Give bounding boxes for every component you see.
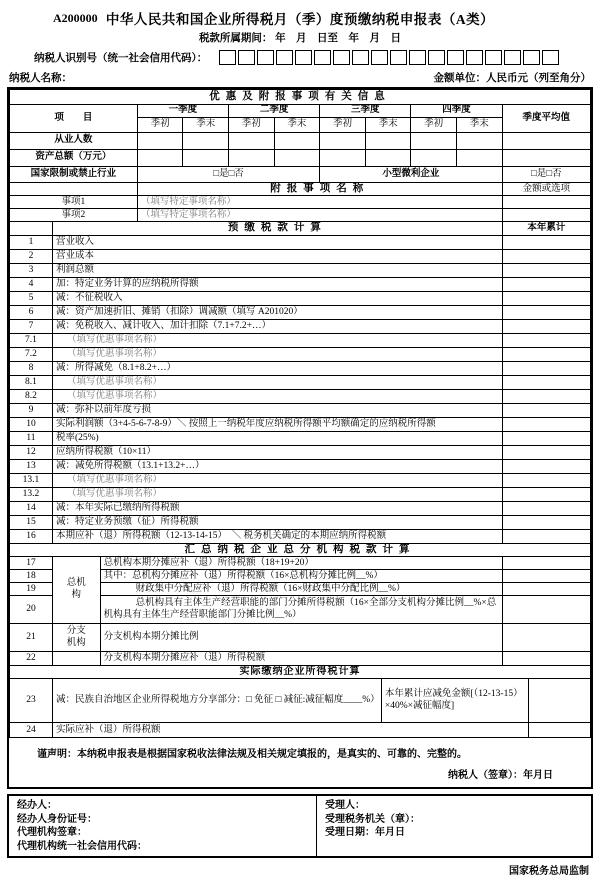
value-cell[interactable] bbox=[502, 501, 590, 515]
taxpayer-id-boxes bbox=[219, 50, 559, 65]
row-number: 15 bbox=[10, 515, 53, 529]
actual-section-title: 实际缴纳企业所得税计算 bbox=[10, 666, 591, 679]
value-cell[interactable] bbox=[502, 596, 590, 624]
value-cell[interactable] bbox=[502, 235, 590, 249]
agent-label[interactable]: 经办人： bbox=[17, 800, 57, 812]
value-cell[interactable] bbox=[502, 570, 590, 583]
row-number: 21 bbox=[10, 624, 53, 652]
value-cell[interactable] bbox=[274, 133, 320, 150]
value-cell[interactable] bbox=[456, 150, 502, 167]
id-box[interactable] bbox=[447, 50, 464, 65]
value-cell[interactable] bbox=[502, 583, 590, 596]
prepay-row bbox=[10, 445, 591, 459]
prepay-row bbox=[10, 375, 591, 389]
value-cell[interactable] bbox=[502, 150, 590, 167]
id-box[interactable] bbox=[504, 50, 521, 65]
value-cell[interactable] bbox=[502, 652, 590, 666]
value-cell[interactable] bbox=[528, 723, 590, 738]
value-cell[interactable] bbox=[137, 133, 183, 150]
info-section-title: 优惠及附报事项有关信息 bbox=[10, 90, 591, 105]
value-cell[interactable] bbox=[502, 473, 590, 487]
value-cell[interactable] bbox=[502, 333, 590, 347]
row-number: 8 bbox=[10, 361, 53, 375]
agency-seal-label[interactable]: 代理机构签章： bbox=[17, 827, 87, 839]
value-cell[interactable] bbox=[502, 319, 590, 333]
prepay-row bbox=[10, 431, 591, 445]
value-cell[interactable] bbox=[411, 133, 457, 150]
row-number: 14 bbox=[10, 501, 53, 515]
tax-period-label: 税款所属期间： bbox=[198, 33, 273, 44]
row-label: 总机构本期分摊应补（退）所得税额（18+19+20） bbox=[100, 557, 502, 570]
row-label: 实际应补（退）所得税额 bbox=[52, 723, 528, 738]
prepay-row bbox=[10, 473, 591, 487]
value-cell[interactable] bbox=[137, 150, 183, 167]
value-cell[interactable] bbox=[320, 133, 366, 150]
id-box[interactable] bbox=[257, 50, 274, 65]
prepay-section-title: 预缴税款计算 bbox=[52, 222, 502, 235]
small-micro-yes-no-checkbox[interactable]: □是□否 bbox=[502, 167, 590, 183]
row-number: 24 bbox=[10, 723, 53, 738]
row-label: 本期应补（退）所得税额（12-13-14-15） ＼ 税务机关确定的本期应纳所得税额 bbox=[52, 529, 502, 543]
id-box[interactable] bbox=[428, 50, 445, 65]
row-number: 20 bbox=[10, 596, 53, 624]
row-number: 7.1 bbox=[10, 333, 53, 347]
value-cell[interactable] bbox=[183, 150, 229, 167]
main-form-table bbox=[7, 87, 593, 789]
accepting-authority-label[interactable]: 受理税务机关（章）： bbox=[325, 813, 420, 825]
value-cell[interactable] bbox=[502, 375, 590, 389]
quarter-average-header: 季度平均值 bbox=[502, 105, 590, 133]
value-cell[interactable] bbox=[502, 249, 590, 263]
prepay-row bbox=[10, 403, 591, 417]
value-cell[interactable] bbox=[365, 133, 411, 150]
issuing-authority: 国家税务总局监制 bbox=[509, 866, 589, 877]
prepay-row bbox=[10, 249, 591, 263]
q3-end-header: 季末 bbox=[365, 118, 411, 133]
ethnic-area-reduction-label[interactable]: 减：民族自治地区企业所得税地方分享部分：□ 免征 □ 减征:减征幅度____%） bbox=[52, 679, 381, 723]
taxpayer-id-row bbox=[7, 49, 593, 66]
agency-credit-code-label[interactable]: 代理机构统一社会信用代码： bbox=[17, 840, 147, 852]
prepay-row bbox=[10, 529, 591, 543]
declaration-block bbox=[9, 738, 591, 787]
row-number: 3 bbox=[10, 263, 53, 277]
value-cell[interactable] bbox=[502, 133, 590, 150]
value-cell[interactable] bbox=[183, 133, 229, 150]
restricted-industry-label: 国家限制或禁止行业 bbox=[10, 167, 138, 183]
row-label: 财政集中分配应补（退）所得税额（16×财政集中分配比例__%） bbox=[100, 583, 502, 596]
declaration-text: 谨声明：本纳税申报表是根据国家税收法律法规及相关规定填报的，是真实的、可靠的、完整的。 bbox=[37, 749, 467, 761]
acceptance-column bbox=[317, 796, 591, 856]
small-micro-label: 小型微利企业 bbox=[320, 167, 502, 183]
quarter-3-header: 三季度 bbox=[320, 105, 411, 118]
ytd-header: 本年累计 bbox=[502, 222, 590, 235]
value-cell[interactable] bbox=[365, 150, 411, 167]
row-label: 营业成本 bbox=[52, 249, 502, 263]
row-label: （填写优惠事项名称） bbox=[52, 375, 502, 389]
row-label: 营业收入 bbox=[52, 235, 502, 249]
id-box[interactable] bbox=[238, 50, 255, 65]
row-number: 10 bbox=[10, 417, 53, 431]
value-cell[interactable] bbox=[502, 291, 590, 305]
row-label: 加：特定业务计算的应纳税所得额 bbox=[52, 277, 502, 291]
row-number: 6 bbox=[10, 305, 53, 319]
q1-start-header: 季初 bbox=[137, 118, 183, 133]
value-cell[interactable] bbox=[502, 529, 590, 543]
ytd-reduction-note: 本年累计应减免金额[（12-13-15）×40%×减征幅度] bbox=[381, 679, 528, 723]
value-cell[interactable] bbox=[502, 209, 590, 222]
row-number: 1 bbox=[10, 235, 53, 249]
consolidated-section-title: 汇总纳税企业总分机构税款计算 bbox=[10, 543, 591, 556]
row-label: （填写优惠事项名称） bbox=[52, 333, 502, 347]
agent-id-label[interactable]: 经办人身份证号： bbox=[17, 813, 97, 825]
q2-end-header: 季末 bbox=[274, 118, 320, 133]
row-number: 18 bbox=[10, 570, 53, 583]
value-cell[interactable] bbox=[456, 133, 502, 150]
branch-group-label: 分支机构 bbox=[52, 624, 100, 652]
acceptor-label[interactable]: 受理人： bbox=[325, 800, 365, 812]
value-cell[interactable] bbox=[528, 679, 590, 723]
row-number: 23 bbox=[10, 679, 53, 723]
agent-column bbox=[9, 796, 317, 856]
value-cell[interactable] bbox=[502, 305, 590, 319]
row-number: 19 bbox=[10, 583, 53, 596]
prepay-row bbox=[10, 347, 591, 361]
row-label: （填写优惠事项名称） bbox=[52, 473, 502, 487]
row-number: 11 bbox=[10, 431, 53, 445]
id-box[interactable] bbox=[314, 50, 331, 65]
value-cell[interactable] bbox=[502, 624, 590, 652]
value-cell[interactable] bbox=[502, 445, 590, 459]
id-box[interactable] bbox=[466, 50, 483, 65]
form-title: 中华人民共和国企业所得税月（季）度预缴纳税申报表（A类） bbox=[105, 12, 495, 27]
row-label: 分支机构本期分摊应补（退）所得税额 bbox=[100, 652, 502, 666]
row-label: 应纳所得税额（10×11） bbox=[52, 445, 502, 459]
value-cell[interactable] bbox=[502, 431, 590, 445]
row-label: 减：弥补以前年度亏损 bbox=[52, 403, 502, 417]
row-number: 22 bbox=[10, 652, 53, 666]
form-header bbox=[7, 8, 593, 27]
id-box[interactable] bbox=[371, 50, 388, 65]
blank-cell bbox=[10, 222, 53, 235]
q4-end-header: 季末 bbox=[456, 118, 502, 133]
id-box[interactable] bbox=[276, 50, 293, 65]
prepay-row bbox=[10, 235, 591, 249]
taxpayer-name-label[interactable]: 纳税人名称： bbox=[9, 73, 72, 84]
form-code: A200000 bbox=[53, 11, 98, 25]
item2-label: 事项2 bbox=[10, 209, 138, 222]
row-label: 减：减免所得税额（13.1+13.2+…） bbox=[52, 459, 502, 473]
row-label: （填写优惠事项名称） bbox=[52, 487, 502, 501]
info-table bbox=[9, 89, 591, 183]
acceptance-date-label[interactable]: 受理日期：年月日 bbox=[325, 827, 405, 839]
value-cell[interactable] bbox=[229, 150, 275, 167]
prepay-row bbox=[10, 417, 591, 431]
id-box[interactable] bbox=[333, 50, 350, 65]
row-number: 7.2 bbox=[10, 347, 53, 361]
row-label: 减：特定业务预缴（征）所得税额 bbox=[52, 515, 502, 529]
id-box[interactable] bbox=[523, 50, 540, 65]
q1-end-header: 季末 bbox=[183, 118, 229, 133]
row-number: 9 bbox=[10, 403, 53, 417]
actual-table bbox=[9, 665, 591, 738]
value-cell[interactable] bbox=[502, 389, 590, 403]
item1-name-placeholder[interactable]: （填写特定事项名称） bbox=[137, 196, 502, 209]
head-office-group-label: 总机构 bbox=[52, 557, 100, 624]
row-label: 其中：总机构分摊应补（退）所得税额（16×总机构分摊比例__%） bbox=[100, 570, 502, 583]
q3-start-header: 季初 bbox=[320, 118, 366, 133]
value-cell[interactable] bbox=[502, 361, 590, 375]
quarter-4-header: 四季度 bbox=[411, 105, 502, 118]
attach-table bbox=[9, 182, 591, 222]
row-label: 分支机构本期分摊比例 bbox=[100, 624, 502, 652]
taxpayer-name-row bbox=[7, 70, 593, 84]
quarter-1-header: 一季度 bbox=[137, 105, 228, 118]
value-cell[interactable] bbox=[411, 150, 457, 167]
row-label: （填写优惠事项名称） bbox=[52, 347, 502, 361]
blank-cell bbox=[10, 183, 138, 196]
quarter-2-header: 二季度 bbox=[229, 105, 320, 118]
row-number: 16 bbox=[10, 529, 53, 543]
row-label: 利润总额 bbox=[52, 263, 502, 277]
row-number: 17 bbox=[10, 557, 53, 570]
prepay-row bbox=[10, 291, 591, 305]
value-cell[interactable] bbox=[502, 196, 590, 209]
blank-group-cell bbox=[52, 652, 100, 666]
item-column-header: 项 目 bbox=[10, 105, 138, 133]
value-cell[interactable] bbox=[502, 277, 590, 291]
q4-start-header: 季初 bbox=[411, 118, 457, 133]
employees-row-label: 从业人数 bbox=[10, 133, 138, 150]
prepay-row bbox=[10, 277, 591, 291]
prepay-row bbox=[10, 459, 591, 473]
taxpayer-signature-line[interactable]: 纳税人（签章）：年月日 bbox=[448, 770, 553, 782]
row-label: 减：不征税收入 bbox=[52, 291, 502, 305]
row-number: 12 bbox=[10, 445, 53, 459]
prepay-row bbox=[10, 333, 591, 347]
q2-start-header: 季初 bbox=[229, 118, 275, 133]
tax-period-value[interactable]: 年 月 日至 年 月 日 bbox=[275, 33, 402, 44]
consolidated-table bbox=[9, 543, 591, 666]
id-box[interactable] bbox=[409, 50, 426, 65]
taxpayer-id-label: 纳税人识别号（统一社会信用代码）： bbox=[34, 53, 208, 64]
id-box[interactable] bbox=[485, 50, 502, 65]
value-cell[interactable] bbox=[502, 403, 590, 417]
row-label: 总机构具有主体生产经营职能的部门分摊所得税额（16×全部分支机构分摊比例__%×总机构具有主体生产经营职能部门分摊比例__%） bbox=[100, 596, 502, 624]
row-number: 13.1 bbox=[10, 473, 53, 487]
value-cell[interactable] bbox=[502, 417, 590, 431]
prepay-row bbox=[10, 487, 591, 501]
row-label: 减：免税收入、减计收入、加计扣除（7.1+7.2+…） bbox=[52, 319, 502, 333]
prepay-row bbox=[10, 389, 591, 403]
handling-section bbox=[7, 794, 593, 858]
id-box[interactable] bbox=[295, 50, 312, 65]
prepay-row bbox=[10, 515, 591, 529]
id-box[interactable] bbox=[219, 50, 236, 65]
id-box[interactable] bbox=[390, 50, 407, 65]
row-number: 7 bbox=[10, 319, 53, 333]
value-cell[interactable] bbox=[502, 515, 590, 529]
row-label: 实际利润额（3+4-5-6-7-8-9）＼ 按照上一纳税年度应纳税所得额平均额确定的应纳税所得额 bbox=[52, 417, 502, 431]
row-number: 8.2 bbox=[10, 389, 53, 403]
row-number: 4 bbox=[10, 277, 53, 291]
value-cell[interactable] bbox=[229, 133, 275, 150]
amount-option-header: 金额或选项 bbox=[502, 183, 590, 196]
row-label: 税率(25%) bbox=[52, 431, 502, 445]
id-box[interactable] bbox=[542, 50, 559, 65]
prepay-row bbox=[10, 501, 591, 515]
tax-period-line bbox=[7, 30, 593, 44]
row-number: 13.2 bbox=[10, 487, 53, 501]
assets-row-label: 资产总额（万元） bbox=[10, 150, 138, 167]
row-number: 8.1 bbox=[10, 375, 53, 389]
value-cell[interactable] bbox=[502, 487, 590, 501]
row-number: 2 bbox=[10, 249, 53, 263]
value-cell[interactable] bbox=[502, 557, 590, 570]
row-label: 减：本年实际已缴纳所得税额 bbox=[52, 501, 502, 515]
prepay-table bbox=[9, 221, 591, 543]
row-label: 减：所得减免（8.1+8.2+…） bbox=[52, 361, 502, 375]
row-number: 13 bbox=[10, 459, 53, 473]
value-cell[interactable] bbox=[320, 150, 366, 167]
row-number: 5 bbox=[10, 291, 53, 305]
unit-note: 金额单位：人民币元（列至角分） bbox=[433, 73, 591, 84]
prepay-row bbox=[10, 263, 591, 277]
value-cell[interactable] bbox=[502, 459, 590, 473]
item2-name-placeholder[interactable]: （填写特定事项名称） bbox=[137, 209, 502, 222]
item1-label: 事项1 bbox=[10, 196, 138, 209]
value-cell[interactable] bbox=[274, 150, 320, 167]
row-label: 减：资产加速折旧、摊销（扣除）调减额（填写 A201020） bbox=[52, 305, 502, 319]
restricted-yes-no-checkbox[interactable]: □是□否 bbox=[137, 167, 319, 183]
row-label: （填写优惠事项名称） bbox=[52, 389, 502, 403]
value-cell[interactable] bbox=[502, 347, 590, 361]
attach-section-title: 附报事项名称 bbox=[137, 183, 502, 196]
value-cell[interactable] bbox=[502, 263, 590, 277]
id-box[interactable] bbox=[352, 50, 369, 65]
prepay-row bbox=[10, 319, 591, 333]
prepay-row bbox=[10, 361, 591, 375]
prepay-row bbox=[10, 305, 591, 319]
